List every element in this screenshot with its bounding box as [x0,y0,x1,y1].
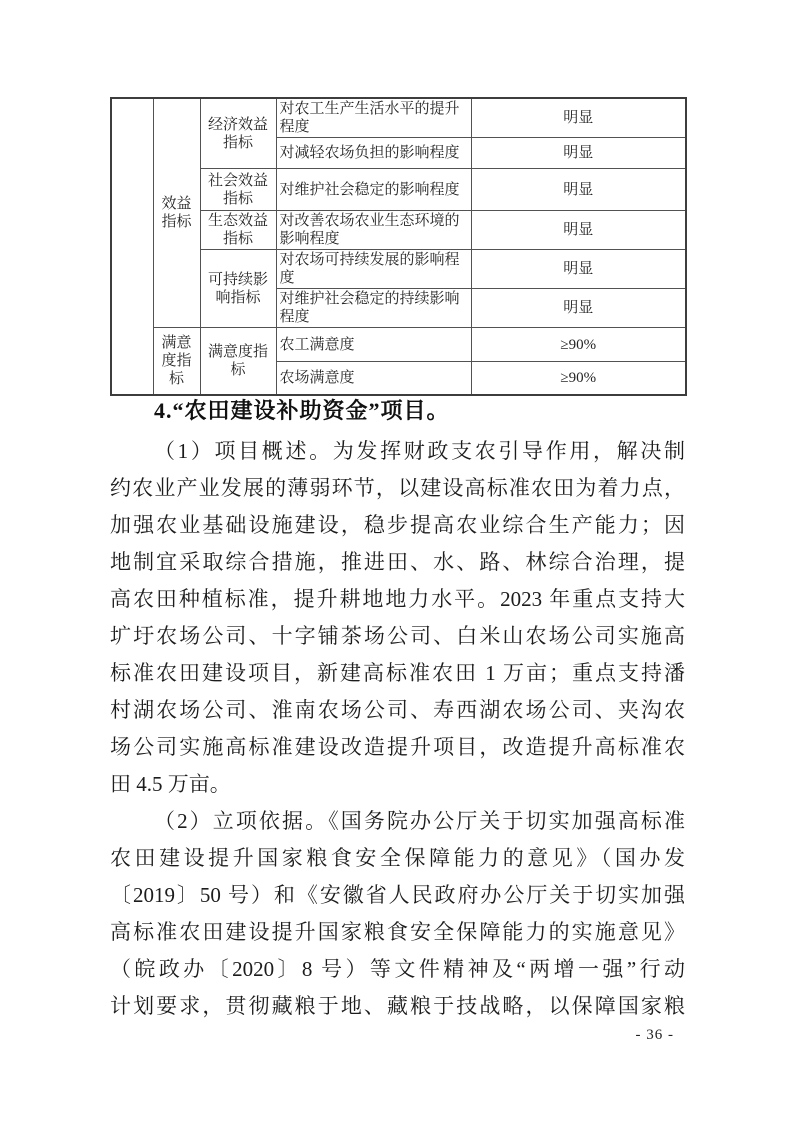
table-subgroup-sustainable-impact: 可持续影响指标 [200,250,276,328]
paragraph-line: 计划要求，贯彻藏粮于地、藏粮于技战略，以保障国家粮 [110,994,685,1018]
table-subgroup-economic-benefit: 经济效益指标 [200,98,276,169]
indicator-table [110,97,687,396]
table-subgroup-social-benefit: 社会效益指标 [200,169,276,211]
paragraph-line: （1）项目概述。为发挥财政支农引导作用，解决制 [154,439,685,463]
table-indicator-desc: 对维护社会稳定的影响程度 [276,169,471,211]
table-indicator-desc: 对维护社会稳定的持续影响程度 [276,289,471,328]
table-subgroup-ecological-benefit: 生态效益指标 [200,211,276,250]
paragraph-line: （2）立项依据。《国务院办公厅关于切实加强高标准 [154,809,685,833]
paragraph-line: 场公司实施高标准建设改造提升项目，改造提升高标准农 [110,735,685,759]
table-indicator-value: 明显 [471,138,686,169]
paragraph-line: 地制宜采取综合措施，推进田、水、路、林综合治理，提 [110,550,685,574]
paragraph-line: 村湖农场公司、淮南农场公司、寿西湖农场公司、夹沟农 [110,698,685,722]
paragraph-line: 约农业产业发展的薄弱环节，以建设高标准农田为着力点， [110,476,685,500]
table-cell-left-spacer [111,98,153,395]
paragraph-line: 〔2019〕50 号）和《安徽省人民政府办公厅关于切实加强 [110,883,685,907]
table-indicator-desc: 对减轻农场负担的影响程度 [276,138,471,169]
table-indicator-desc: 农场满意度 [276,362,471,395]
table-group-benefit-indicators: 效益指标 [153,98,200,328]
paragraph-line: 高农田种植标准，提升耕地地力水平。2023 年重点支持大 [110,587,685,611]
table-indicator-desc: 对改善农场农业生态环境的影响程度 [276,211,471,250]
paragraph-line: 圹圩农场公司、十字铺茶场公司、白米山农场公司实施高 [110,624,685,648]
paragraph-line: 加强农业基础设施建设，稳步提高农业综合生产能力；因 [110,513,685,537]
table-indicator-value: 明显 [471,250,686,289]
table-indicator-value: ≥90% [471,362,686,395]
table-indicator-value: ≥90% [471,328,686,362]
table-indicator-desc: 对农场可持续发展的影响程度 [276,250,471,289]
page-number: - 36 - [635,1027,674,1043]
table-indicator-desc: 农工满意度 [276,328,471,362]
section-heading: 4.“农田建设补助资金”项目。 [154,398,450,423]
body-text [110,433,685,1025]
paragraph-line: 农田建设提升国家粮食安全保障能力的意见》（国办发 [110,846,685,870]
table-indicator-desc: 对农工生产生活水平的提升程度 [276,98,471,138]
table-indicator-value: 明显 [471,98,686,138]
table-group-satisfaction-indicators: 满意度指标 [153,328,200,395]
paragraph-line: （皖政办〔2020〕8 号）等文件精神及“两增一强”行动 [110,957,685,981]
table-indicator-value: 明显 [471,289,686,328]
paragraph-line: 高标准农田建设提升国家粮食安全保障能力的实施意见》 [110,920,685,944]
table-subgroup-satisfaction: 满意度指标 [200,328,276,395]
paragraph-line: 标准农田建设项目，新建高标准农田 1 万亩；重点支持潘 [110,661,685,685]
paragraph-line: 田 4.5 万亩。 [110,772,231,796]
table-indicator-value: 明显 [471,211,686,250]
table-indicator-value: 明显 [471,169,686,211]
